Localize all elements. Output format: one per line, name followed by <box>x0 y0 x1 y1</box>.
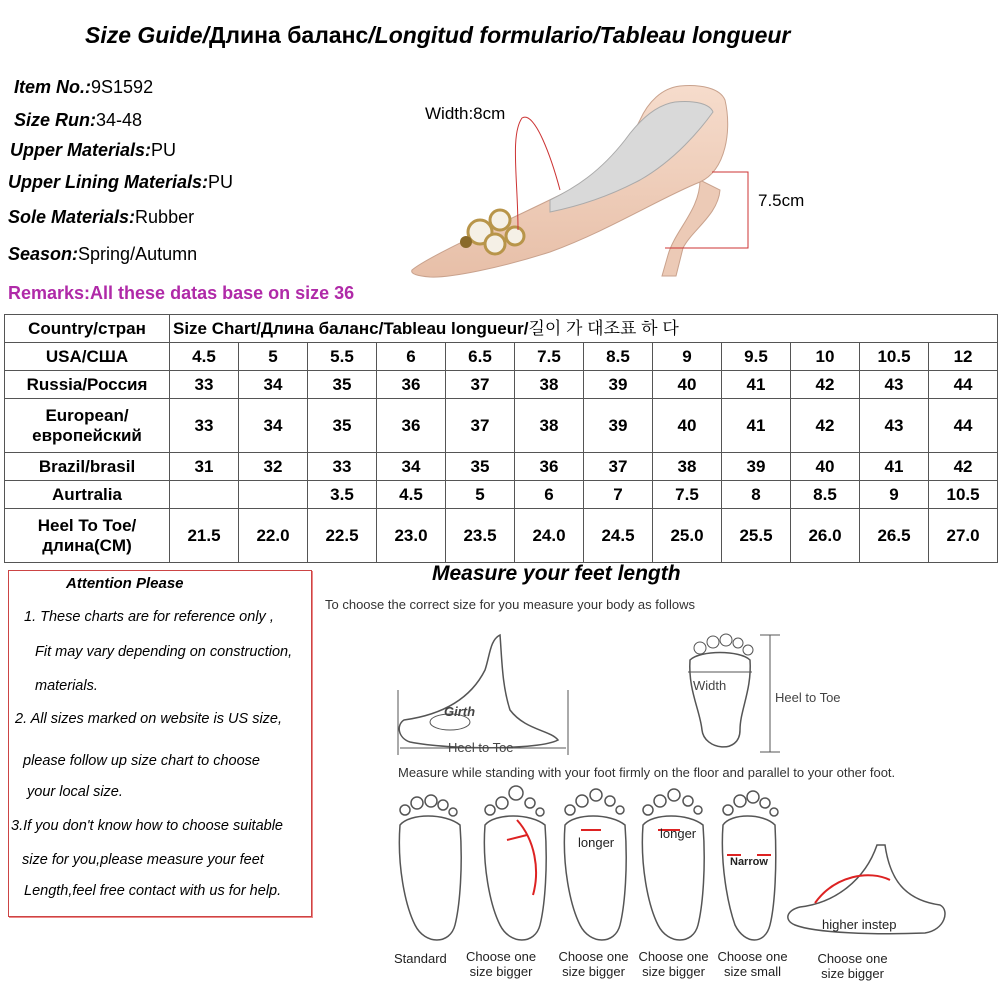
spec-upper-lining: Upper Lining Materials:PU <box>8 172 234 192</box>
page-title: Size Guide/Длина баланс/Longitud formulario/Tableau longueur <box>85 22 791 48</box>
spec-size-run: Size Run:34-48 <box>14 110 143 130</box>
remarks: Remarks:All these datas base on size 36 <box>8 283 355 303</box>
attention-line: Fit may vary depending on construction, <box>35 644 293 660</box>
annotation-narrow: Narrow <box>730 856 768 868</box>
attention-line: 3.If you don't know how to choose suitable <box>11 818 283 834</box>
girth-label: Girth <box>444 704 476 719</box>
attention-line: 1. These charts are for reference only , <box>24 609 274 625</box>
attention-line: please follow up size chart to choose <box>23 753 260 769</box>
table-header-row <box>5 315 998 343</box>
table-row-brazil: Brazil/brasil 31 32 33 34 35 36 37 38 39 40 41 42 <box>5 453 998 481</box>
shoe-heel-label: 7.5cm <box>758 191 805 210</box>
attention-box <box>8 570 312 917</box>
caption-bigger-2: Choose one size bigger <box>558 949 629 979</box>
size-chart-table <box>4 314 998 563</box>
caption-bigger-3: Choose one size bigger <box>638 949 709 979</box>
measure-title: Measure your feet length <box>432 562 681 585</box>
attention-line: size for you,please measure your feet <box>22 852 264 868</box>
caption-bigger-1: Choose one size bigger <box>465 949 537 979</box>
table-row-european: European/европейский 33 34 35 36 37 38 39 40 41 42 43 44 <box>5 399 998 453</box>
table-corner: Country/стран <box>5 315 170 343</box>
attention-line: materials. <box>35 678 98 694</box>
foot-top-diagram <box>680 630 790 760</box>
spec-sole: Sole Materials:Rubber <box>8 207 195 227</box>
annotation-longer-1: longer <box>578 835 615 850</box>
spec-item-no: Item No.:9S1592 <box>14 77 154 97</box>
attention-title: Attention Please <box>66 575 184 592</box>
width-label: Width <box>693 678 727 693</box>
table-row-usa: USA/США 4.5 5 5.5 6 6.5 7.5 8.5 9 9.5 10 10.5 12 <box>5 343 998 371</box>
annotation-longer-2: longer <box>660 826 697 841</box>
spec-season: Season:Spring/Autumn <box>8 244 198 264</box>
attention-line: Length,feel free contact with us for help. <box>24 883 282 899</box>
caption-standard: Standard <box>394 951 447 966</box>
table-row-russia: Russia/Россия 33 34 35 36 37 38 39 40 41 42 43 44 <box>5 371 998 399</box>
caption-bigger-4: Choose one size bigger <box>817 951 888 981</box>
measure-subtitle: To choose the correct size for you measure your body as follows <box>325 597 695 612</box>
heel-to-toe-label-side: Heel to Toe <box>448 740 514 755</box>
table-row-australia: Aurtralia 3.5 4.5 5 6 7 7.5 8 8.5 9 10.5 <box>5 481 998 509</box>
attention-line: 2. All sizes marked on website is US size, <box>15 711 283 727</box>
table-row-heel-to-toe: Heel To Toe/длина(CM) 21.5 22.0 22.5 23.0 23.5 24.0 24.5 25.0 25.5 26.0 26.5 27.0 <box>5 509 998 563</box>
annotation-higher-instep: higher instep <box>822 917 897 932</box>
standing-instruction: Measure while standing with your foot firmly on the floor and parallel to your other foot. <box>398 765 896 780</box>
caption-smaller: Choose one size small <box>717 949 788 979</box>
heel-to-toe-label-top: Heel to Toe <box>775 690 841 705</box>
table-chart-title: Size Chart/Длина баланс/Tableau longueur/길이 가 대조표 하 다 <box>170 315 998 343</box>
spec-upper-materials: Upper Materials:PU <box>10 140 177 160</box>
shoe-width-label: Width:8cm <box>425 104 506 123</box>
attention-line: your local size. <box>27 784 123 800</box>
